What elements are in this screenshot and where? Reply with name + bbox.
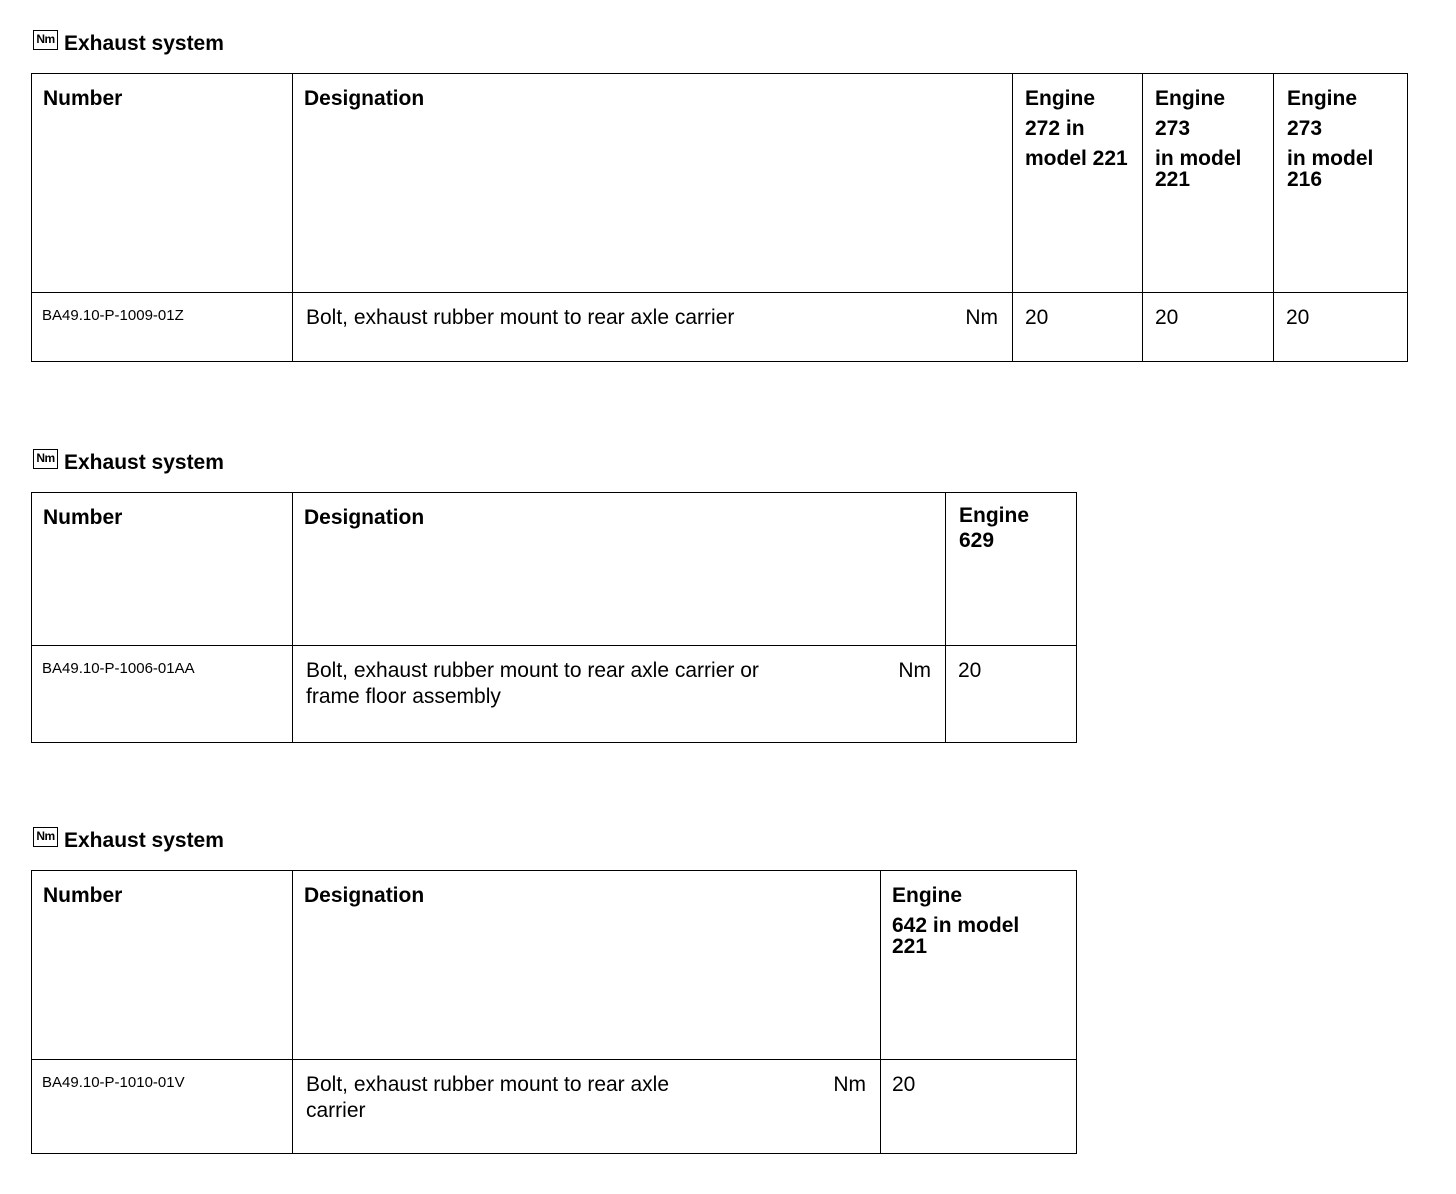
table-row bbox=[32, 646, 1077, 743]
row-value: 20 bbox=[1274, 293, 1408, 362]
table-row bbox=[32, 1060, 1077, 1154]
torque-table bbox=[31, 73, 1408, 362]
row-value: 20 bbox=[946, 646, 1077, 743]
header-engine: Engine 272 in model 221 bbox=[1013, 74, 1143, 293]
table-header-row bbox=[32, 493, 1077, 646]
row-number: BA49.10-P-1010-01V bbox=[32, 1060, 293, 1154]
header-number: Number bbox=[32, 871, 293, 1060]
torque-table bbox=[31, 492, 1077, 743]
header-engine: Engine 642 in model 221 bbox=[881, 871, 1077, 1060]
row-designation bbox=[293, 293, 1013, 362]
torque-table bbox=[31, 870, 1077, 1154]
torque-nm-icon: Nm bbox=[33, 30, 58, 50]
designation-text: Bolt, exhaust rubber mount to rear axle carrier bbox=[306, 1073, 670, 1122]
row-designation bbox=[293, 1060, 881, 1154]
section-title bbox=[33, 825, 1077, 853]
header-engine: Engine 629 bbox=[946, 493, 1077, 646]
section-title bbox=[33, 28, 1408, 56]
section-title bbox=[33, 447, 1077, 475]
unit-label: Nm bbox=[833, 1073, 866, 1096]
section-title-text: Exhaust system bbox=[64, 451, 224, 474]
table-header-row bbox=[32, 74, 1408, 293]
row-designation bbox=[293, 646, 946, 743]
unit-label: Nm bbox=[965, 306, 998, 329]
table-header-row bbox=[32, 871, 1077, 1060]
section-exhaust-system-2 bbox=[31, 447, 1077, 743]
designation-text: Bolt, exhaust rubber mount to rear axle carrier bbox=[306, 306, 735, 329]
torque-nm-icon: Nm bbox=[33, 827, 58, 847]
header-number: Number bbox=[32, 493, 293, 646]
section-exhaust-system-3 bbox=[31, 825, 1077, 1154]
torque-nm-icon: Nm bbox=[33, 449, 58, 469]
header-designation: Designation bbox=[293, 871, 881, 1060]
section-exhaust-system-1 bbox=[31, 28, 1408, 362]
header-designation: Designation bbox=[293, 74, 1013, 293]
designation-text: Bolt, exhaust rubber mount to rear axle carrier or frame floor assembly bbox=[306, 659, 759, 708]
header-designation: Designation bbox=[293, 493, 946, 646]
table-row bbox=[32, 293, 1408, 362]
row-value: 20 bbox=[1143, 293, 1274, 362]
header-engine: Engine 273 in model 221 bbox=[1143, 74, 1274, 293]
header-number: Number bbox=[32, 74, 293, 293]
header-engine: Engine 273 in model 216 bbox=[1274, 74, 1408, 293]
section-title-text: Exhaust system bbox=[64, 829, 224, 852]
section-title-text: Exhaust system bbox=[64, 32, 224, 55]
row-value: 20 bbox=[881, 1060, 1077, 1154]
row-value: 20 bbox=[1013, 293, 1143, 362]
row-number: BA49.10-P-1006-01AA bbox=[32, 646, 293, 743]
row-number: BA49.10-P-1009-01Z bbox=[32, 293, 293, 362]
unit-label: Nm bbox=[898, 659, 931, 682]
